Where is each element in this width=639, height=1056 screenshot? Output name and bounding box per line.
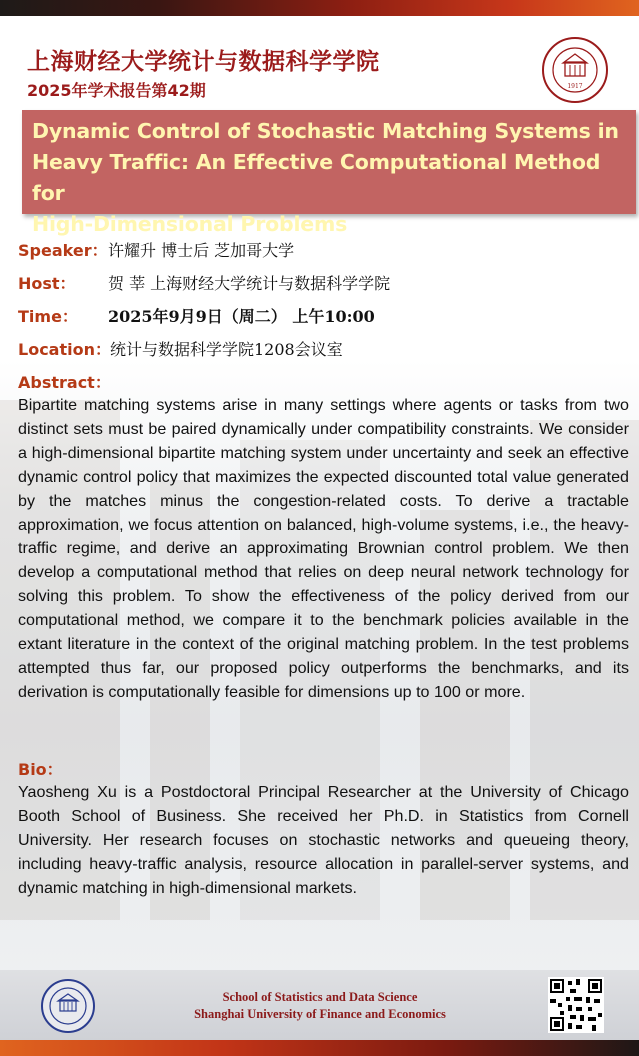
institution-title: 上海财经大学统计与数据科学学院 bbox=[27, 49, 380, 75]
speaker-label: Speaker： bbox=[18, 241, 108, 260]
footer bbox=[0, 970, 639, 1040]
talk-title-box bbox=[22, 110, 636, 236]
time-value: 2025年9月9日（周二） 上午10:00 bbox=[108, 307, 375, 326]
bottom-accent-bar bbox=[0, 1040, 639, 1056]
university-seal-logo bbox=[541, 36, 609, 104]
talk-title-line: Dynamic Control of Stochastic Matching Systems in bbox=[32, 119, 619, 143]
bio-text: Yaosheng Xu is a Postdoctoral Principal Researcher at the University of Chicago Booth School of Business. She received her Ph.D. in Statistics from Cornell University. Her research focuses on stochastic networks and queueing theory, including heavy-traffic analysis, resource allocation in parallel-server systems, and dynamic matching in high-dimensional markets. bbox=[18, 783, 629, 897]
report-series-subtitle: 2025年学术报告第42期 bbox=[27, 81, 206, 100]
footer-school-name: School of Statistics and Data Science bbox=[222, 990, 418, 1004]
location-value: 统计与数据科学学院1208会议室 bbox=[110, 340, 343, 359]
bio-label: Bio： bbox=[18, 760, 63, 779]
talk-title-line: High-Dimensional Problems bbox=[32, 212, 348, 236]
host-label: Host： bbox=[18, 274, 76, 293]
location-label: Location： bbox=[18, 340, 111, 359]
talk-title bbox=[32, 116, 632, 240]
talk-title-line: Heavy Traffic: An Effective Computational Method for bbox=[32, 150, 601, 205]
seal-year: 1917 bbox=[567, 83, 583, 90]
top-accent-bar bbox=[0, 0, 639, 16]
speaker-value: 许耀升 博士后 芝加哥大学 bbox=[108, 241, 295, 260]
abstract-text: Bipartite matching systems arise in many settings where agents or tasks from two distinct sets must be paired dynamically under compatibility constraints. We consider a high-dimensional bipartite matching system under uncertainty and seek an effective dynamic control policy that maximizes the expected discounted total value generated by the matches minus the congestion-related costs. To derive a tractable approximation, we focus attention on balanced, high-volume systems, i.e., the heavy-traffic regime, and derive an approximating Brownian control problem. We then develop a computational method that relies on deep neural network technology for solving this problem. To show the effectiveness of the policy derived from our computational method, we compare it to the benchmark policies available in the extant literature in the context of the original matching problem. In the test problems attempted thus far, our proposed policy outperforms the benchmarks, and its derivation is computationally feasible for dimensions up to 100 or more. bbox=[18, 396, 629, 701]
qr-code-icon bbox=[548, 977, 604, 1033]
footer-university-name: Shanghai University of Finance and Economics bbox=[194, 1007, 446, 1021]
university-emblem-icon bbox=[40, 978, 96, 1034]
abstract-label: Abstract： bbox=[18, 373, 111, 392]
time-label: Time： bbox=[18, 307, 78, 326]
host-value: 贺 莘 上海财经大学统计与数据科学学院 bbox=[108, 274, 391, 293]
